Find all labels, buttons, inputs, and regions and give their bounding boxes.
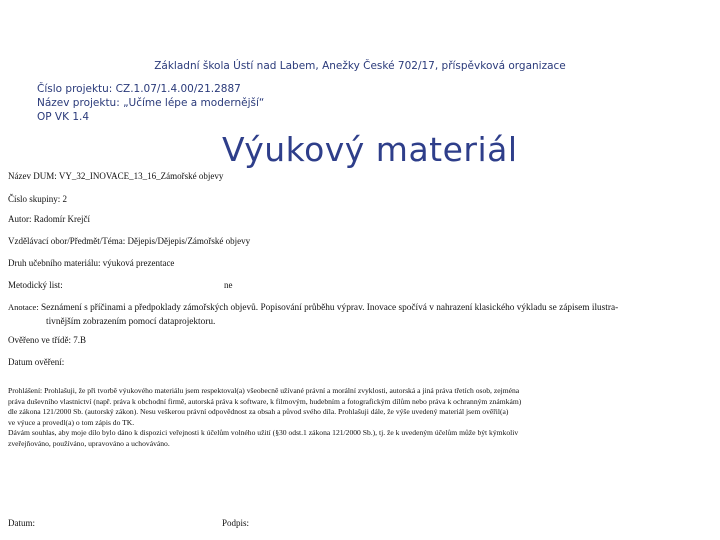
worksheet-value: ne bbox=[224, 280, 233, 290]
project-name: Název projektu: „Učíme lépe a modernější“ bbox=[37, 97, 265, 109]
project-info bbox=[37, 82, 264, 124]
annotation-line-1: Seznámení s příčinami a předpoklady zámořských objevů. Popisování průběhu výprav. Inovace spočívá v nahrazení klasického výkladu se zápisem ilustra- bbox=[41, 303, 619, 313]
annotation bbox=[8, 300, 712, 329]
declaration-line: Prohlášení: Prohlašuji, že při tvorbě výukového materiálu jsem respektoval(a) všeobecně užívané právní a morální zvyklosti, autorská a jiná práva třetích osob, zejména bbox=[8, 386, 520, 395]
subject: Vzdělávací obor/Předmět/Téma: Dějepis/Dějepis/Zámořské objevy bbox=[8, 236, 251, 246]
worksheet-label: Metodický list: bbox=[8, 280, 63, 290]
footer-date: Datum: bbox=[8, 518, 35, 528]
declaration bbox=[8, 386, 708, 449]
program-name: OP VK 1.4 bbox=[37, 111, 90, 123]
declaration-line: ve výuce a provedl(a) o tom zápis do TK. bbox=[8, 417, 135, 427]
declaration-line: Dávám souhlas, aby moje dílo bylo dáno k dispozici veřejnosti k účelům volného užití (§30 odst.1 zákona 121/2000 Sb.), tj. že k uvedeným účelům může být kýmkoliv bbox=[8, 428, 519, 437]
footer-signature: Podpis: bbox=[222, 518, 250, 528]
group-number: Číslo skupiny: 2 bbox=[8, 194, 68, 204]
page-title: Výukový materiál bbox=[222, 130, 518, 169]
declaration-line: zveřejňováno, používáno, upravováno a uchováváno. bbox=[8, 438, 170, 448]
verification-date: Datum ověření: bbox=[8, 357, 65, 367]
verified-class: Ověřeno ve třídě: 7.B bbox=[8, 335, 86, 345]
dum-name: Název DUM: VY_32_INOVACE_13_16_Zámořské objevy bbox=[8, 171, 224, 181]
declaration-line: práva duševního vlastnictví (např. práva k obchodní firmě, autorská práva k software, k filmovým, hudebním a fotografickým dílům nebo práva k ochranným známkám) bbox=[8, 396, 522, 406]
declaration-line: dle zákona 121/2000 Sb. (autorský zákon). Nesu veškerou právní odpovědnost za obsah a původ svého díla. Prohlašuji dále, že výše uvedený materiál jsem ověřil(a) bbox=[8, 407, 509, 416]
annotation-label: Anotace: bbox=[8, 302, 39, 312]
material-type: Druh učebního materiálu: výuková prezentace bbox=[8, 258, 175, 268]
project-number: Číslo projektu: CZ.1.07/1.4.00/21.2887 bbox=[37, 83, 241, 95]
school-name: Základní škola Ústí nad Labem, Anežky České 702/17, příspěvková organizace bbox=[154, 60, 566, 72]
annotation-line-2: tivnějším zobrazením pomocí dataprojektoru. bbox=[46, 317, 216, 327]
author: Autor: Radomír Krejčí bbox=[8, 214, 90, 224]
